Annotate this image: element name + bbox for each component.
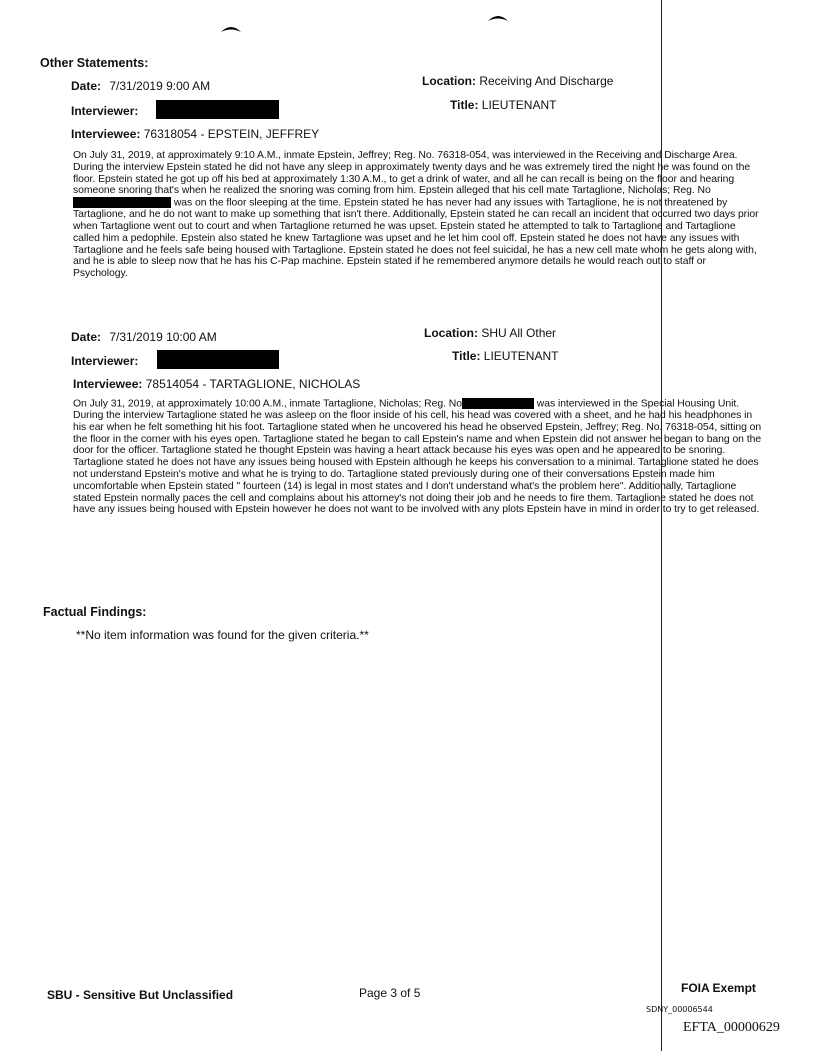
- statement-2-location-row: [424, 326, 556, 340]
- title-label: Title:: [452, 349, 481, 363]
- statement-2-interviewee: 78514054 - TARTAGLIONE, NICHOLAS: [145, 377, 361, 391]
- statement-2-interviewer-row: [71, 354, 138, 368]
- statement-1-location: Receiving And Discharge: [479, 74, 614, 88]
- statement-2-title: LIEUTENANT: [483, 349, 559, 363]
- interviewee-label: Interviewee:: [73, 377, 143, 391]
- statement-2-date-row: [71, 330, 217, 344]
- location-label: Location:: [424, 326, 478, 340]
- reg-no-redaction: [462, 398, 534, 409]
- statement-1-interviewer-row: [71, 104, 138, 118]
- factual-findings-heading: Factual Findings:: [43, 605, 147, 619]
- statement-2-interviewee-row: [73, 377, 360, 391]
- statement-1-location-row: [422, 74, 613, 88]
- other-statements-heading: Other Statements:: [40, 56, 149, 70]
- interviewer-redaction: [156, 100, 279, 119]
- footer-classification: SBU - Sensitive But Unclassified: [47, 988, 234, 1002]
- statement-2-text-a: On July 31, 2019, at approximately 10:00 A.M., inmate Tartaglione, Nicholas; Reg. No: [73, 398, 462, 410]
- bates-number: SDNY_00006544: [646, 1005, 713, 1014]
- statement-1-interviewee: 76318054 - EPSTEIN, JEFFREY: [143, 127, 320, 141]
- scan-artifact-mark: [220, 24, 242, 34]
- statement-1-narrative: [73, 150, 763, 280]
- interviewee-label: Interviewee:: [71, 127, 141, 141]
- date-label: Date:: [71, 330, 102, 344]
- statement-2-text-b: was interviewed in the Special Housing Unit. During the interview Tartaglione stated he was asleep on the floor inside of his cell, his head was covered with a sheet, and he had his headphones in his ear when he felt something hit his foot. Tartaglione stated when he uncovered his head he observed Epstein, Jeffrey; Reg. No. 76318-054, sitting on the floor in the corner with his eyes open. Tartaglione stated he began to call Epstein's name and when Epstein did not answer he began to bang on the door for the officer. Tartaglione stated he thought Epstein was having a heart attack because his eyes was open and he appeared to be snoring. Tartaglione stated he does not have any issues being housed with Epstein although he keeps his conversation to a minimal. Tartaglione stated he does not understand Epstein's motive and what he is trying to do. Tartaglione stated previously during one of their conversations Epstein made him uncomfortable when Epstein stated " fourteen (14) is legal in most states and I don't understand what's the problem here". Additionally, Tartaglione stated Epstein normally paces the cell and complains about his attorney's not doing their job and he needs to fire them. Tartaglione stated he does not have any issues being housed with Epstein however he does not want to be involved with any plots Epstein have in mind in order to try to get released.: [73, 398, 762, 516]
- reg-no-redaction: [73, 197, 171, 208]
- statement-1-interviewee-row: [71, 127, 319, 141]
- statement-2-date: 7/31/2019 10:00 AM: [109, 330, 217, 344]
- statement-1-date: 7/31/2019 9:00 AM: [109, 79, 211, 93]
- date-label: Date:: [71, 79, 102, 93]
- statement-2-location: SHU All Other: [481, 326, 557, 340]
- statement-1-title: LIEUTENANT: [481, 98, 557, 112]
- footer-foia-exempt: FOIA Exempt: [681, 981, 756, 995]
- statement-2-title-row: [452, 349, 558, 363]
- statement-1-date-row: [71, 79, 210, 93]
- statement-1-text-b: was on the floor sleeping at the time. Epstein stated he has never had any issues with Tartaglione, he is not threatened by Tartaglione, and he do not want to make up something that isn't there. Additionally, Epstein stated he can recall an incident that occurred two days prior when Tartaglione went out to court and when Tartaglione returned he was upset. Epstein stated he attempted to talk to Tartaglione and Tartaglione called him a pedophile. Epstein also stated he knew Tartaglione was upset and he let him cool off. Epstein stated he does not have any issues with Tartaglione and he feels safe being housed with Tartaglione. Epstein stated he does not feel suicidal, he has a new cell mate whom he gets along with, and he is able to sleep now that he has his C-Pap machine. Epstein stated if he remembered anymore details he would reach out to staff or Psychology.: [73, 197, 759, 280]
- efta-number: EFTA_00000629: [683, 1020, 780, 1035]
- interviewer-label: Interviewer:: [71, 354, 139, 368]
- statement-1-title-row: [450, 98, 556, 112]
- interviewer-redaction: [157, 350, 279, 369]
- factual-findings-text: **No item information was found for the given criteria.**: [76, 628, 369, 642]
- title-label: Title:: [450, 98, 479, 112]
- footer-page-number: Page 3 of 5: [359, 986, 421, 1000]
- statement-1-text-a: On July 31, 2019, at approximately 9:10 A.M., inmate Epstein, Jeffrey; Reg. No. 76318-054, was interviewed in the Receiving and Discharge Area. During the interview Epstein stated he did not have any sleep in approximately twenty days and he was extremely tired the night he was found on the floor. Epstein stated he got up off his bed at approximately 1:30 A.M., to get a drink of water, and all he can recall is being on the floor and hearing someone snoring that's when he realized the snoring was coming from him. Epstein alleged that his cell mate Tartaglione, Nicholas; Reg. No: [73, 150, 751, 197]
- scan-artifact-mark: [487, 13, 509, 23]
- interviewer-label: Interviewer:: [71, 104, 139, 118]
- location-label: Location:: [422, 74, 476, 88]
- statement-2-narrative: [73, 398, 763, 516]
